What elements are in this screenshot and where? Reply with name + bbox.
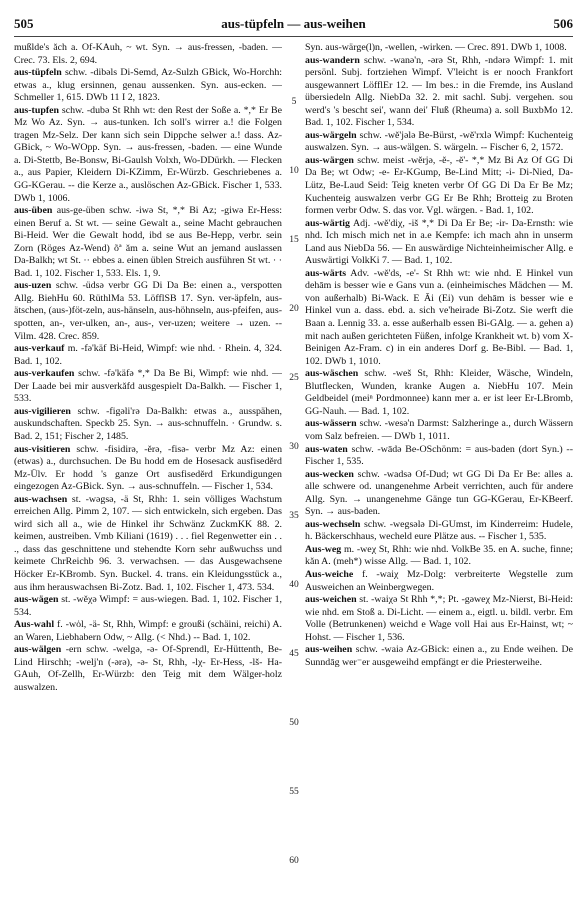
- line-number: 15: [289, 235, 299, 246]
- entry-lemma: aus-wärts: [305, 267, 347, 279]
- entry-text: schw. -wanə'n, -ərə St, Rhh, -ndərə Wimpf: 1. mit persönl. Subj. fortziehen Wimpf. V'leicht is er nooch Frankfort ausgewannert LöfflEr 12. — Im bes.: in die Fremde, ins Ausland übersiedeln Allg. NiebDa 32. 2. mit sachl. Subj. vergehen. sou werd's 's bescht sei', wann dei' Fluß (Rheuma) a. soll BuxbMo 12. Bad. 1, 102. Fischer 1, 534.: [305, 54, 573, 129]
- entry-text: Adj. -wĕ'diχ, -iš *,* Di Da Er Be; -ir- Da-Ernsth: wie nhd. Ich misch mich net in a.e Kempfe: ich mach ahn in unserm Land aus NiebDa 56. — En auswärdige Nichteinheimischer Allg. e Auswärtigi VolkKi 7. — Bad. 1, 102.: [305, 217, 573, 267]
- line-number: 20: [289, 304, 299, 315]
- dictionary-entry: [305, 218, 573, 268]
- entry-lemma: aus-wäschen: [305, 368, 359, 380]
- entry-lemma: aus-üben: [14, 205, 53, 217]
- dictionary-entry: [14, 205, 282, 280]
- entry-lemma: Aus-wahl: [14, 619, 55, 631]
- line-number: 45: [289, 649, 299, 660]
- entry-text: schw. -wesə'n Darmst: Salzheringe a., durch Wässern vom Salz befreien. — DWb 1, 1011.: [305, 418, 573, 442]
- entry-text: f. -wȯl, -ä- St, Rhh, Wimpf: e groußi (schäini, reichi) A. an Waren, Liebhabern Odw, ~ Allg. (< Nhd.) -- Bad. 1, 102.: [14, 619, 282, 643]
- entry-lemma: aus-wässern: [305, 418, 357, 430]
- entry-text: Adv. -wĕ'ds, -e'- St Rhh wt: wie nhd. E Hinkel vun dehām is besser wie e Gans vun a. (einheimisches Mädchen — M. von außerhalb) Bi-Wack. E Āi (Ei) vun dehām is besser wie e Hinkel vun a. dass. ebd. a. sich ve'heirade Bi-Zotz. Sie werft die Baan a. Lennig 33. a. esse außerhalb essen Bi-GAlg. — a. gehen a) mit nach außen gerichteten Füßen, infolge Krankheit wt. b) vom X-Beinigen Az-Fram. c) in ein anderes Dorf g. Be-Bibl. — Bad. 1, 102. DWb 1, 1010.: [305, 267, 573, 367]
- entry-lemma: Aus-weg: [305, 543, 342, 555]
- entry-text: m. -fə'käf Bi-Heid, Wimpf: wie nhd. · Rhein. 4, 324. Bad. 1, 102.: [14, 343, 282, 367]
- left-column: [14, 42, 282, 902]
- dictionary-entry: [305, 155, 573, 218]
- dictionary-entry: [305, 42, 573, 55]
- dictionary-entry: [14, 343, 282, 368]
- dictionary-entry: [305, 469, 573, 519]
- entry-lemma: aus-uzen: [14, 280, 52, 292]
- entry-text: schw. -wādə Be-OSchönm: = aus-baden (dort Syn.) -- Fischer 1, 535.: [305, 443, 573, 468]
- entry-lemma: aus-verkauf: [14, 343, 65, 355]
- line-number: 30: [289, 442, 299, 453]
- entry-lemma: aus-wägen: [14, 594, 59, 606]
- line-number: 50: [289, 718, 299, 729]
- dictionary-entry: [305, 444, 573, 469]
- dictionary-entry: [305, 594, 573, 644]
- entry-text: st. -waiχə St Rhh *,*; Pt. -gəweχ Mz-Nierst, Bi-Heid: wie nhd. em Stoß a. Di-Licht. — einem a., eigtl. u. bildl. verbr. Em Volle (Betrunkenen) weichd e Wage voll Hai aus Er-Hainst, wt; ~ Hohst. — Fischer 1, 536.: [305, 594, 573, 643]
- entry-text: schw. -fə'käfə *,* Da Be Bi, Wimpf: wie nhd. — Der Laade bei mir ausverkăfd ausgespielt Da-Balkh. — Fischer 1, 533.: [14, 368, 282, 405]
- dictionary-entry: [14, 280, 282, 343]
- entry-text: schw. -dubə St Rhh wt: den Rest der Soße a. *,* Er Be Mz Wo Az. Syn. → aus-tunken. Ich soll's wirrer a.! die Folgen tragen Mz-Selz. Der kann sich sein Dippche selwer a.! dass. Az-GBick, ~ Wo-WOpp. Syn. → aus-fressen, -baden. — eine Wunde a. Di-Stettb, Be-Bonsw, Bi-Gaulsh Volxh, Wo-DDürkh. — Flecken a., aus Papier, Kleidern Di-KZimm, Er-Würzb. Geschriebenes a. GG-KGerau. -- die Kerze a., auslöschen Az-GBick. Fischer 1, 533. DWb 1, 1006.: [14, 104, 282, 204]
- dictionary-entry: [14, 494, 282, 594]
- dictionary-entry: [14, 368, 282, 406]
- entry-lemma: aus-wandern: [305, 54, 360, 66]
- entry-lemma: aus-tüpfeln: [14, 67, 62, 79]
- entry-lemma: aus-wachsen: [14, 493, 68, 505]
- entry-lemma: aus-wecken: [305, 468, 354, 480]
- entry-lemma: aus-vigilieren: [14, 405, 71, 417]
- entry-text: Syn. aus-wärge(l)n, -wellen, -wirken. — Crec. 891. DWb 1, 1008.: [305, 42, 567, 53]
- line-number: 25: [289, 373, 299, 384]
- entry-lemma: aus-visitieren: [14, 443, 71, 455]
- dictionary-entry: [305, 418, 573, 443]
- entry-text: schw. -wĕ'jələ Be-Bürst, -wĕ'rxlə Wimpf: Kuchenteig auswalzen. Syn. → aus-wälgen. S. wärgeln. -- Fischer 6, 2, 1572.: [305, 129, 573, 154]
- dictionary-entry: [305, 55, 573, 130]
- dictionary-entry: [14, 67, 282, 105]
- dictionary-entry: [305, 519, 573, 544]
- dictionary-entry: [14, 105, 282, 205]
- right-column: [305, 42, 573, 902]
- dictionary-entry: [14, 644, 282, 694]
- page-number-right: 506: [553, 16, 573, 31]
- line-number: 60: [289, 856, 299, 867]
- entry-text: aus-ge-üben schw. -iwə St, *,* Bi Az; -giwə Er-Hess: einen Beruf a. St wt. — seine Gewalt a., seine Macht gebrauchen Bi-Heid. Wer die Gewalt hodd, ibd se aus Be-Hepp, verbr. sein Zorn (Röges Az-Wend) õª ăm a. seine Wut an jemand auslassen Da-Balkh; wt St. ·· ebbes a. einen üblen Streich ausführen St wt. · · Bad. 1, 102. Fischer 1, 533. Els. 1, 9.: [14, 205, 282, 279]
- entry-text: schw. -wadsə Of-Dud; wt GG Di Da Er Be: alles a. alle schwere od. unangenehme Arbeit verrichten, auch für andere Allg. Syn. → unangenehme Gänge tun GG-KGerau, Er-KBeerf. Syn. → aus-baden.: [305, 468, 573, 518]
- entry-lemma: aus-wärgeln: [305, 129, 357, 141]
- entry-lemma: aus-tupfen: [14, 104, 59, 116]
- dictionary-entry: [305, 569, 573, 594]
- entry-text: schw. -dibəls Di-Semd, Az-Sulzh GBick, Wo-Horchh: etwas a., klug ersinnen, genau aussenken. Syn. aus-ecken. — Schmeller 1, 615. DWb 11 I 2, 1823.: [14, 67, 282, 104]
- dictionary-entry: [305, 268, 573, 368]
- entry-lemma: aus-verkaufen: [14, 368, 75, 380]
- entry-text: st. -wəgsə, -ä St, Rhh: 1. sein völliges Wachstum erreichen Allg. Pimm 2, 107. — sich entwickeln, sich ergeben. Das wird sich all a., wie de Hinkel ihr Schwänz ZuckmKK 88. 2. keimen, austreiben. Vmb Kiliani (1619) . . . fiel Regenwetter ein . . ., dass das geschnittene und stehendte Korn sehr außwuchss und keimete ChrReichb 96. 3. verwachsen. — das Ausgewachsene Höcker Er-KBromb. Syn. Buckel. 4. trans. ein Kleidungsstück a., aus ihm herauswachsen Bi-Zotz. Bad. 1, 102. Fischer 1, 473. 534.: [14, 493, 282, 593]
- entry-text: schw. -üdsə verbr GG Di Da Be: einen a., verspotten Allg. BiehHu 60. RüthlMa 53. LöfflSB 17. Syn. ver-äpfeln, aus-ätschen, (aus-)föt-zeln, aus-hänseln, aus-höhnseln, aus-pfeifen, aus-spotten, an-, ver-ulken, an-, aus-, ver-uzen; weitere → uzen. -- Vilm. 428. Crec. 859.: [14, 280, 282, 342]
- line-number: 40: [289, 580, 299, 591]
- dictionary-entry: [305, 644, 573, 669]
- entry-text: schw. -fisidirə, -ĕrə, -fisə- verbr Mz Az: einen (etwas) a., durchsuchen. De Bu hodd em de Hosesack ausfisedĕrd Mz-Ülv. Er hodd 's ganze Ort ausfisedĕrd Erkundigungen eingezogen Az-GBick. Syn. → aus-schnuffeln. — Fischer 1, 534.: [14, 443, 282, 493]
- entry-text: schw. -weš St, Rhh: Kleider, Wäsche, Windeln, Blutflecken, Wunden, kranke Augen a. NiebHu 107. Mein Geldbeidel (meiⁿ Pordmonnee) kann mer a. er ist leer Er-LBromb, GG-Nauh. — Bad. 1, 102.: [305, 368, 573, 417]
- page-number-left: 505: [14, 16, 34, 31]
- entry-text: schw. meist -wĕrjə, -ĕ-, -ĕ'- *,* Mz Bi Az Of GG Di Da Be; wt Odw; -e- Er-KGump, Be-Lind Mitt; -i- Di-Nied, Da-Lütz, Be-Laud Seid: Teig kneten verbr Of GG Di Da Er Be Mz; Kuchenteig auswalzen verbr GG Er Be Rhh; Brotteig zu Broten formen verbr Odw. S. das vor. Vgl. wärgen. - Bad. 1, 102.: [305, 154, 573, 217]
- entry-text: m. -weχ St, Rhh: wie nhd. VolkBe 35. en A. suche, finne; kăn A. (meh*) wisse Allg. — Bad. 1, 102.: [305, 543, 573, 568]
- entry-text: -ern schw. -welgə, -ə- Of-Sprendl, Er-Hüttenth, Be-Lind Hirschh; -welj'n (-ərə), -ə- St, Rhh, -lχ- Er-Hess, -lš- Ha-GAuh, Of-Zellh, Er-Würzb: den Teig mit dem Wälger-holz auswalzen.: [14, 644, 282, 693]
- entry-lemma: aus-weihen: [305, 644, 353, 656]
- line-number: 5: [291, 97, 297, 108]
- dictionary-entry: [14, 594, 282, 619]
- entry-lemma: Aus-weiche: [305, 568, 354, 580]
- entry-text: schw. -waiə Az-GBick: einen a., zu Ende weihen. De Sunndāg wer⁻er ausgeweihd empfängt er die Priesterweihe.: [305, 644, 573, 668]
- header-rule: [14, 36, 573, 37]
- line-number: 35: [289, 511, 299, 522]
- entry-text: f. -waiχ Mz-Dolg: verbreiterte Wegstelle zum Ausweichen an Weinbergwegen.: [305, 568, 573, 593]
- entry-lemma: aus-weichen: [305, 594, 357, 606]
- entry-lemma: aus-wärtig: [305, 217, 350, 229]
- dictionary-entry: [14, 406, 282, 444]
- dictionary-entry: [14, 619, 282, 644]
- entry-lemma: aus-wechseln: [305, 518, 361, 530]
- dictionary-entry: [14, 42, 282, 67]
- running-title: aus-tüpfeln — aus-weihen: [221, 16, 366, 31]
- line-number: 10: [289, 166, 299, 177]
- dictionary-entry: [305, 130, 573, 155]
- entry-lemma: aus-wälgen: [14, 644, 62, 656]
- entry-text: mußlde's ăch a. Of-KAuh, ~ wt. Syn. → aus-fressen, -baden. — Crec. 73. Els. 2, 694.: [14, 42, 282, 66]
- entry-lemma: aus-wärgen: [305, 154, 354, 166]
- page-header: [14, 16, 573, 34]
- entry-text: st. -wĕχə Wimpf: = aus-wiegen. Bad. 1, 102. Fischer 1, 534.: [14, 594, 282, 618]
- dictionary-entry: [14, 444, 282, 494]
- entry-lemma: aus-waten: [305, 443, 348, 455]
- dictionary-entry: [305, 368, 573, 418]
- entry-text: schw. -wegsələ Di-GUmst, im Kinderreim: Hudele, h. Bäckerschhaus, wecheld eure Plätze aus. -- Fischer 1, 535.: [305, 518, 573, 543]
- entry-text: schw. -figəli'rə Da-Balkh: etwas a., ausspähen, auskundschaften. Speckb 25. Syn. → aus-schnuffeln. · Grundw. s. Bad. 2, 151; Fischer 2, 1485.: [14, 405, 282, 442]
- dictionary-entry: [305, 544, 573, 569]
- line-number: 55: [289, 787, 299, 798]
